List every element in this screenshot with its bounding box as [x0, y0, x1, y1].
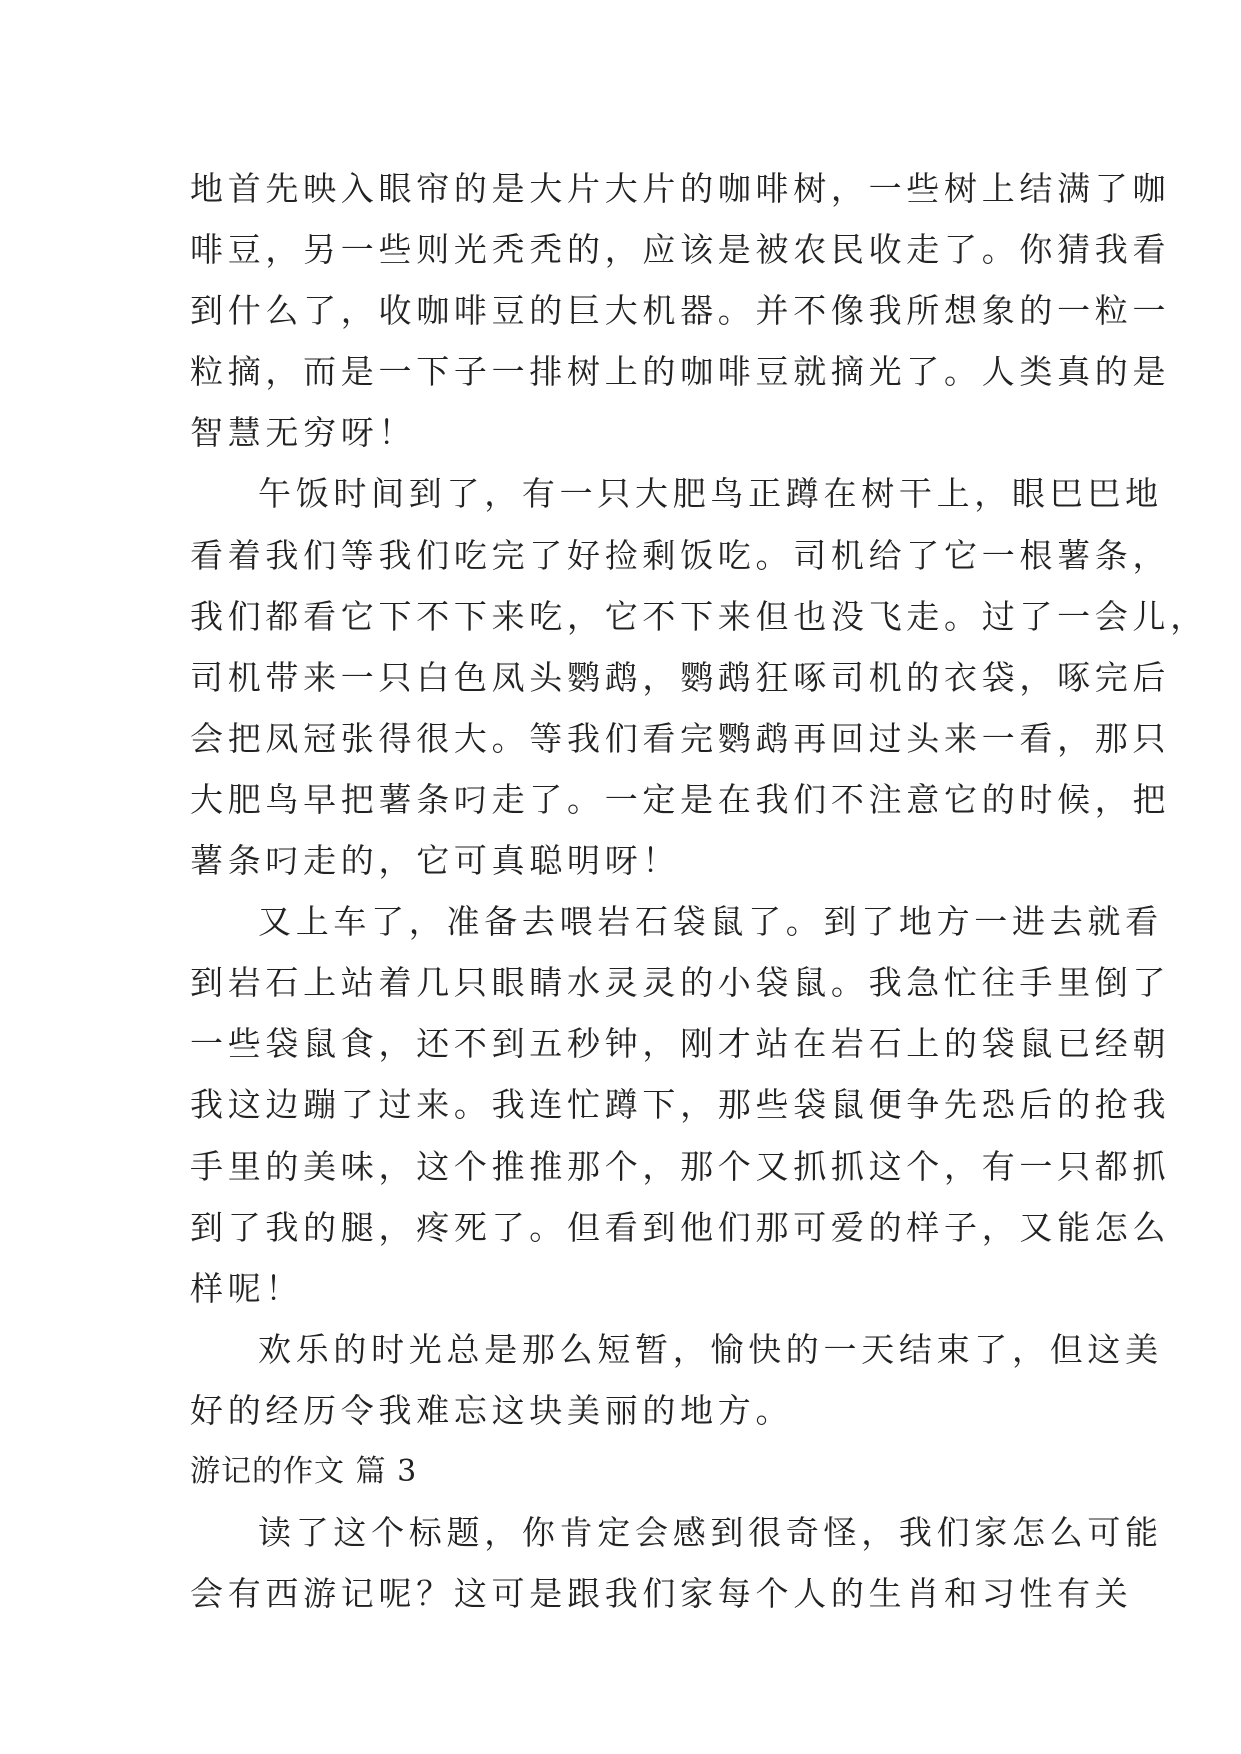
text-line: 手里的美味，这个推推那个，那个又抓抓这个，有一只都抓	[190, 1146, 1171, 1186]
text-line: 会把凤冠张得很大。等我们看完鹦鹉再回过头来一看，那只	[190, 718, 1171, 758]
text-line: 智慧无穷呀！	[190, 413, 417, 453]
text-line: 司机带来一只白色凤头鹦鹉，鹦鹉狂啄司机的衣袋，啄完后	[190, 657, 1171, 697]
text-line: 我这边蹦了过来。我连忙蹲下，那些袋鼠便争先恐后的抢我	[190, 1085, 1171, 1125]
text-line: 样呢！	[190, 1268, 304, 1308]
text-line: 会有西游记呢？这可是跟我们家每个人的生肖和习性有关	[190, 1574, 1133, 1614]
text-line: 一些袋鼠食，还不到五秒钟，刚才站在岩石上的袋鼠已经朝	[190, 1024, 1171, 1064]
text-line: 粒摘，而是一下子一排树上的咖啡豆就摘光了。人类真的是	[190, 352, 1171, 392]
paragraph-first-line: 读了这个标题，你肯定会感到很奇怪，我们家怎么可能	[258, 1513, 1163, 1553]
paragraph-first-line: 又上车了，准备去喂岩石袋鼠了。到了地方一进去就看	[258, 902, 1163, 942]
text-line: 地首先映入眼帘的是大片大片的咖啡树，一些树上结满了咖	[190, 169, 1171, 208]
section-heading: 游记的作文 篇 3	[190, 1453, 418, 1489]
text-line: 到了我的腿，疼死了。但看到他们那可爱的样子，又能怎么	[190, 1207, 1171, 1247]
paragraph-first-line: 午饭时间到了，有一只大肥鸟正蹲在树干上，眼巴巴地	[258, 474, 1163, 514]
text-line: 我们都看它下不下来吃，它不下来但也没飞走。过了一会儿，	[190, 596, 1208, 636]
document-body	[190, 158, 1208, 1624]
text-line: 大肥鸟早把薯条叼走了。一定是在我们不注意它的时候，把	[190, 779, 1171, 819]
text-line: 到岩石上站着几只眼睛水灵灵的小袋鼠。我急忙往手里倒了	[190, 963, 1171, 1003]
text-line: 好的经历令我难忘这块美丽的地方。	[190, 1390, 794, 1430]
text-line: 到什么了，收咖啡豆的巨大机器。并不像我所想象的一粒一	[190, 291, 1171, 331]
text-line: 看着我们等我们吃完了好捡剩饭吃。司机给了它一根薯条，	[190, 535, 1171, 575]
text-line: 啡豆，另一些则光秃秃的，应该是被农民收走了。你猜我看	[190, 230, 1171, 270]
paragraph-first-line: 欢乐的时光总是那么短暂，愉快的一天结束了，但这美	[258, 1329, 1163, 1369]
text-line: 薯条叼走的，它可真聪明呀！	[190, 841, 681, 881]
